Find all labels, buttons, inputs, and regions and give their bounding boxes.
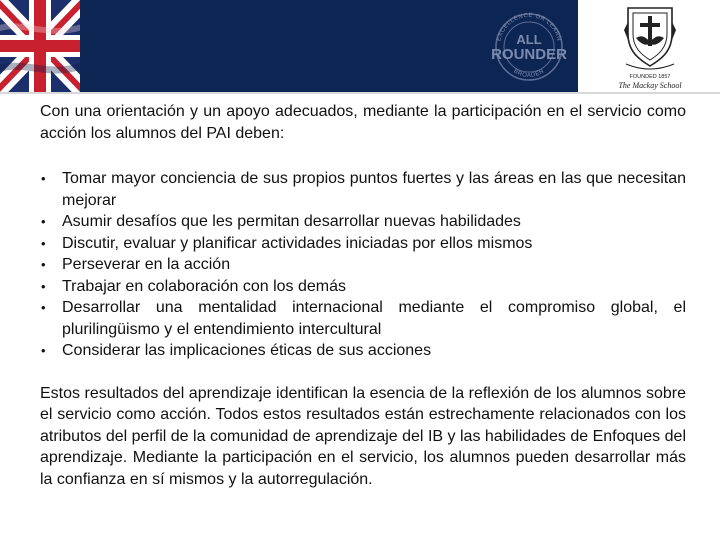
bullet-symbol: • bbox=[41, 278, 46, 294]
learning-outcomes-list bbox=[40, 168, 686, 362]
bullet-symbol: • bbox=[41, 343, 46, 358]
logo-line1: ALL bbox=[516, 32, 542, 47]
bullet-symbol: • bbox=[41, 235, 46, 251]
list-item bbox=[40, 168, 686, 211]
header-banner bbox=[0, 0, 720, 92]
list-item-text: Considerar las implicaciones éticas de sus acciones bbox=[62, 342, 432, 359]
header-divider bbox=[0, 92, 720, 94]
list-item-text: Asumir desafíos que les permitan desarrollar nuevas habilidades bbox=[62, 213, 521, 230]
list-item bbox=[40, 254, 686, 276]
intro-paragraph: Con una orientación y un apoyo adecuados, mediante la participación en el servicio como acción los alumnos del PAI deben: bbox=[40, 103, 686, 142]
bullet-symbol: • bbox=[41, 214, 46, 229]
school-crest bbox=[590, 0, 720, 92]
list-item-text: Tomar mayor conciencia de sus propios puntos fuertes y las áreas en las que necesitan mejorar bbox=[62, 170, 686, 209]
document-body bbox=[40, 101, 686, 490]
list-item bbox=[40, 340, 686, 362]
logo-arc-top-text: EXCELLENCE OR LEARN bbox=[496, 12, 562, 42]
list-item-text: Desarrollar una mentalidad internacional mediante el compromiso global, el plurilingüismo y el entendimiento intercultural bbox=[62, 299, 686, 338]
crest-school-name: The Mackay School bbox=[618, 81, 682, 90]
bullet-symbol: • bbox=[41, 257, 46, 272]
list-item-text: Discutir, evaluar y planificar actividades iniciadas por ellos mismos bbox=[62, 234, 533, 252]
list-item bbox=[40, 211, 686, 233]
all-rounder-logo bbox=[488, 8, 570, 86]
list-item bbox=[40, 233, 686, 255]
list-item-text: Perseverar en la acción bbox=[62, 256, 231, 273]
logo-arc-bottom-text: BROADEN bbox=[512, 68, 546, 80]
bullet-symbol: • bbox=[41, 171, 46, 186]
bullet-symbol: • bbox=[41, 300, 46, 315]
union-jack-flag-image bbox=[0, 0, 80, 92]
list-item bbox=[40, 276, 686, 298]
list-item-text: Trabajar en colaboración con los demás bbox=[62, 277, 347, 295]
crest-founded-text: FOUNDED 1857 bbox=[629, 74, 671, 80]
outcomes-summary-paragraph: Estos resultados del aprendizaje identifican la esencia de la reflexión de los alumnos sobre el servicio como acción. Todos estos resultados están estrechamente relacionados con los atributos del perfil de la comunidad de aprendizaje del IB y las habilidades de Enfoques del aprendizaje. Mediante la participación en el servicio, los alumnos pueden desarrollar más la confianza en sí mismos y la autorregulación. bbox=[40, 384, 686, 488]
logo-line2: ROUNDER bbox=[491, 46, 567, 63]
list-item bbox=[40, 297, 686, 340]
